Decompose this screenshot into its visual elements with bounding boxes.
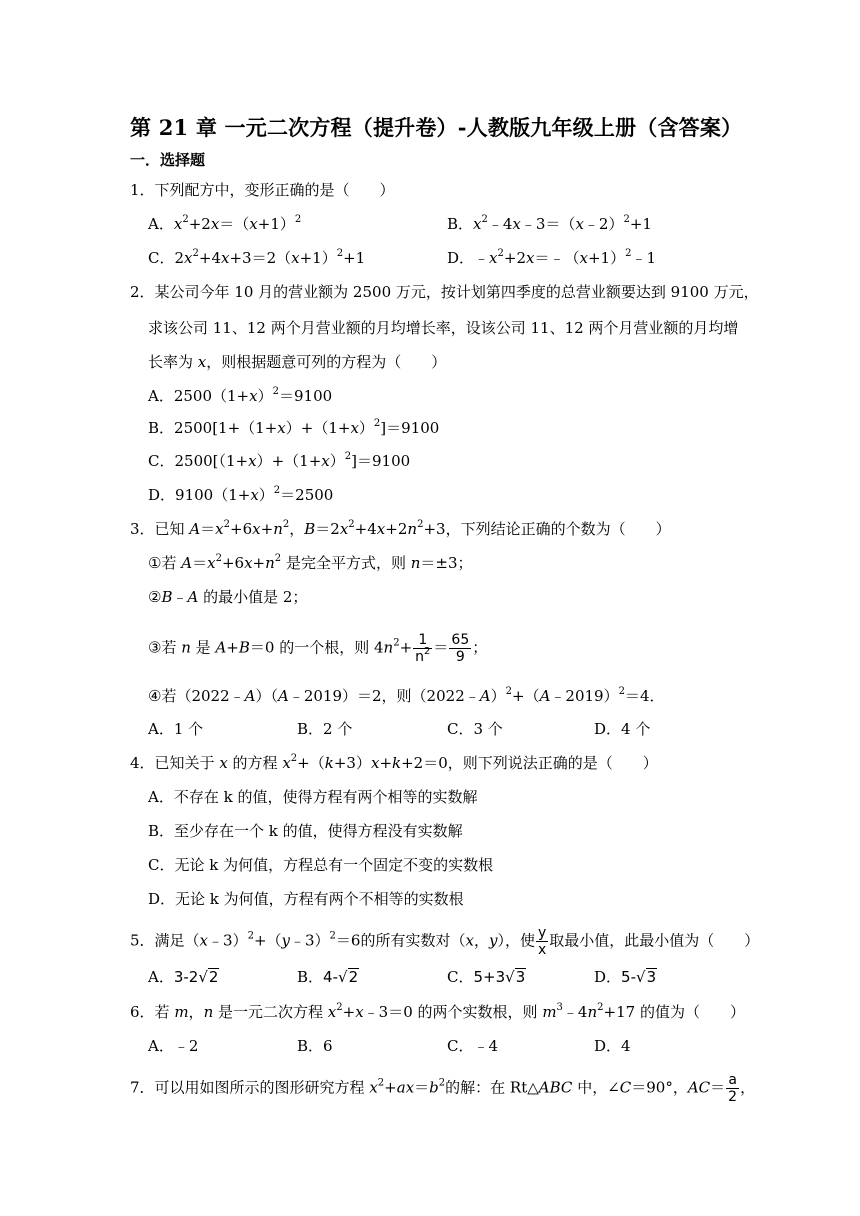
- question-5-option-b: B．4-√2: [297, 968, 359, 986]
- question-3-option-b: B．2 个: [297, 720, 353, 738]
- question-7-stem: 7．可以用如图所示的图形研究方程 $x^2+ax=b^2$的解：在 Rt△ABC 中，∠C＝90°，AC＝ $\frac{a}{2}$ ，: [130, 1072, 756, 1105]
- question-4-option-b: B．至少存在一个 k 的值，使得方程没有实数解: [148, 822, 463, 840]
- question-4-option-c: C．无论 k 为何值，方程总有一个固定不变的实数根: [148, 856, 494, 874]
- question-2-option-a: A．$2500(1+x)^2=9100$: [148, 386, 333, 405]
- question-2-stem-line-2: 求该公司 11、12 两个月营业额的月均增长率，设该公司 11、12 两个月营业额的月均增: [148, 319, 739, 337]
- question-6-option-d: D．4: [594, 1037, 631, 1055]
- question-6-stem: 6．若 m，n 是一元二次方程 $x^2+x﹣3=0$ 的两个实数根，则 $m^3﹣4n^2+17$ 的值为（ ）: [130, 1002, 745, 1021]
- document-title: 第 21 章 一元二次方程（提升卷）-人教版九年级上册（含答案）: [130, 115, 743, 140]
- question-6-option-a: A．﹣2: [148, 1037, 199, 1055]
- question-1-option-c: C．$2x^2+4x+3=2(x+1)^2+1$: [148, 248, 366, 267]
- question-3-statement-3: ③若 n 是 A+B＝0 的一个根，则 $4n^2+$ $\frac{1}{n^2}$ ＝ $\frac{65}{9}$ ；: [148, 632, 488, 665]
- question-1-option-d: D．$﹣x^2+2x=﹣(x+1)^2﹣1$: [447, 248, 657, 267]
- question-5-option-d: D．5-√3: [594, 968, 657, 986]
- question-3-option-d: D．4 个: [594, 720, 651, 738]
- question-2-option-b: B．$2500[1+(1+x)+(1+x)^2]=9100$: [148, 418, 440, 437]
- fraction-a-over-2: $\frac{a}{2}$: [728, 1072, 738, 1105]
- question-5-option-a: A．3-2√2: [148, 968, 219, 986]
- question-2-option-d: D．$9100(1+x)^2=2500$: [148, 485, 334, 504]
- fraction-y-over-x: $\frac{y}{x}$: [537, 925, 547, 958]
- question-1-stem: 1．下列配方中，变形正确的是（ ）: [130, 181, 395, 199]
- question-3-statement-1: ①若 $A=x^2+6x+n^2$ 是完全平方式，则 n＝±3；: [148, 553, 473, 572]
- section-heading: 一．选择题: [130, 151, 206, 169]
- question-5-option-c: C．5+3√3: [447, 968, 526, 986]
- question-3-statement-2: ②B﹣A 的最小值是 2；: [148, 588, 308, 606]
- question-1-option-b: B．$x^2﹣4x﹣3=(x﹣2)^2+1$: [447, 214, 652, 233]
- question-2-stem-line-1: 2．某公司今年 10 月的营业额为 2500 万元，按计划第四季度的总营业额要达到 9100 万元，: [130, 283, 759, 301]
- question-3-option-c: C．3 个: [447, 720, 503, 738]
- question-4-stem: 4．已知关于 x 的方程 $x^2+(k+3)x+k+2=0$，则下列说法正确的是（ ）: [130, 753, 658, 772]
- question-5-stem: 5．满足（x﹣3）$^2$+（y﹣3）$^2$＝6的所有实数对（x，y），使 $\frac{y}{x}$ 取最小值，此最小值为（ ）: [130, 925, 760, 958]
- question-3-statement-4: ④若（2022﹣A）（A﹣2019）＝2，则（2022﹣A）$^2$+（A﹣2019）$^2$＝4．: [148, 686, 665, 705]
- question-3-stem: 3．已知 $A=x^2+6x+n^2$，$B=2x^2+4x+2n^2+3$，下列结论正确的个数为（ ）: [130, 519, 671, 538]
- question-4-option-a: A．不存在 k 的值，使得方程有两个相等的实数解: [148, 788, 478, 806]
- question-3-option-a: A．1 个: [148, 720, 204, 738]
- question-2-stem-line-3: 长率为 x，则根据题意可列的方程为（ ）: [148, 353, 447, 371]
- question-2-option-c: C．$2500[(1+x)+(1+x)^2]=9100$: [148, 451, 411, 470]
- question-6-option-c: C．﹣4: [447, 1037, 499, 1055]
- question-4-option-d: D．无论 k 为何值，方程有两个不相等的实数根: [148, 890, 464, 908]
- question-1-option-a: A．$x^2+2x=(x+1)^2$: [148, 214, 302, 233]
- fraction-one-over-n-squared: $\frac{1}{n^2}$: [415, 632, 431, 665]
- fraction-65-over-9: $\frac{65}{9}$: [451, 632, 470, 665]
- question-6-option-b: B．6: [297, 1037, 333, 1055]
